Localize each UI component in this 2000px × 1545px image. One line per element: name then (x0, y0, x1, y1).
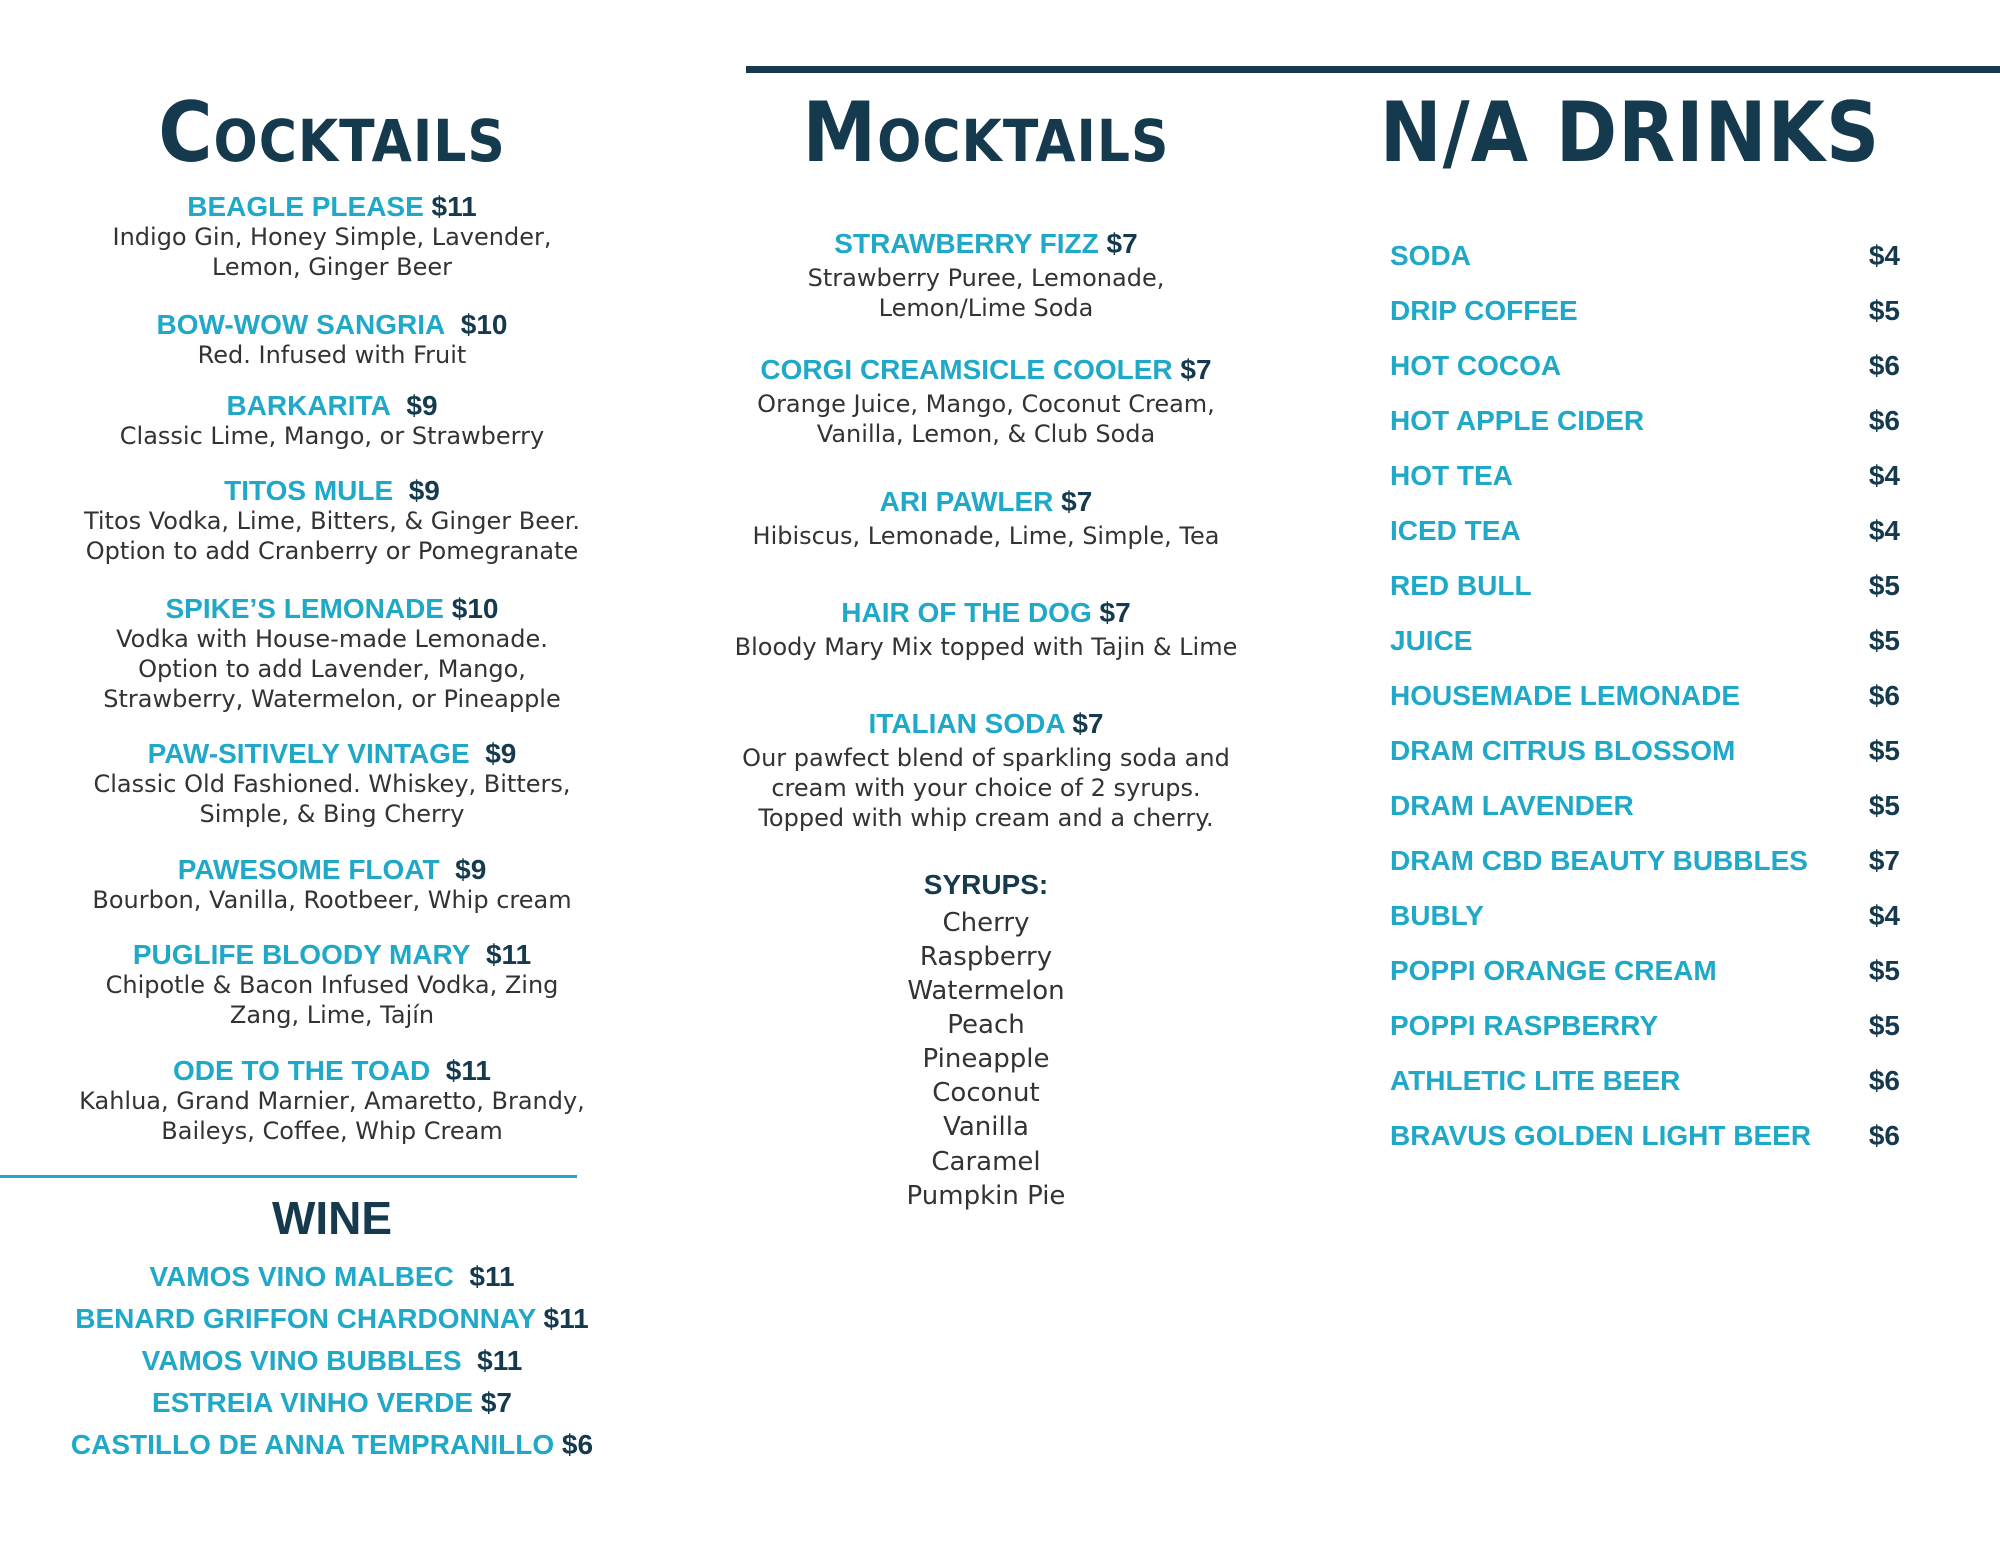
wine-item (0, 1304, 664, 1334)
syrup-item: Coconut (932, 1078, 1040, 1108)
item-desc: Our pawfect blend of sparkling soda and (742, 744, 1230, 772)
item-price: $4 (1868, 900, 1900, 931)
item-name: ESTREIA VINHO VERDE (152, 1387, 474, 1418)
item-name: SPIKE’S LEMONADE (165, 593, 444, 624)
item-price: $5 (1868, 570, 1900, 601)
wine-item (0, 1262, 664, 1292)
syrup-item: Cherry (942, 908, 1030, 938)
item-desc: Topped with whip cream and a cherry. (758, 804, 1214, 832)
item-desc: Red. Infused with Fruit (197, 341, 467, 369)
item-desc: Vanilla, Lemon, & Club Soda (816, 420, 1156, 448)
cocktail-item (0, 391, 664, 451)
na-drinks-heading: N/A DRINKS (1379, 84, 1881, 182)
item-name: BRAVUS GOLDEN LIGHT BEER (1390, 1120, 1812, 1151)
item-price: $7 (1868, 845, 1900, 876)
na-drink-row (1390, 1119, 1910, 1153)
cocktail-item (0, 192, 664, 282)
item-name: HOT TEA (1390, 460, 1513, 491)
item-price: $7 (480, 1387, 512, 1418)
cocktail-item (0, 739, 664, 829)
item-desc: Titos Vodka, Lime, Bitters, & Ginger Beer. (83, 507, 581, 535)
item-name: SODA (1390, 240, 1471, 271)
wine-heading: WINE (271, 1192, 393, 1244)
na-drink-row (1390, 844, 1910, 878)
item-price: $4 (1868, 515, 1900, 546)
item-name: PAWESOME FLOAT (177, 854, 440, 885)
item-desc: Chipotle & Bacon Infused Vodka, Zing (105, 971, 559, 999)
mocktail-item (686, 355, 1286, 449)
wine-item (0, 1388, 664, 1418)
item-desc: Hibiscus, Lemonade, Lime, Simple, Tea (752, 522, 1220, 550)
item-price: $7 (1099, 597, 1131, 628)
cocktail-item (0, 940, 664, 1030)
item-desc: Vodka with House-made Lemonade. (116, 625, 548, 653)
na-drink-row (1390, 1009, 1910, 1043)
item-name: VAMOS VINO MALBEC (149, 1261, 454, 1292)
item-name: STRAWBERRY FIZZ (834, 228, 1099, 259)
item-price: $7 (1180, 354, 1212, 385)
item-desc: Lemon/Lime Soda (878, 294, 1094, 322)
mocktail-item (686, 709, 1286, 833)
item-name: BEAGLE PLEASE (187, 191, 424, 222)
item-price: $11 (431, 191, 477, 222)
wine-item (0, 1346, 664, 1376)
syrup-item: Caramel (931, 1147, 1041, 1177)
item-name: TITOS MULE (224, 475, 394, 506)
item-price: $11 (543, 1303, 589, 1334)
syrup-item: Raspberry (919, 942, 1053, 972)
item-name: ATHLETIC LITE BEER (1390, 1065, 1681, 1096)
na-drink-row (1390, 734, 1910, 768)
item-desc: Simple, & Bing Cherry (199, 800, 465, 828)
item-price: $9 (485, 738, 517, 769)
item-name: HOUSEMADE LEMONADE (1390, 680, 1741, 711)
syrup-item: Peach (947, 1010, 1025, 1040)
mocktails-heading: Mocktails (802, 84, 1170, 182)
item-desc: Classic Lime, Mango, or Strawberry (119, 422, 545, 450)
item-desc: Baileys, Coffee, Whip Cream (161, 1117, 503, 1145)
wine-item (0, 1430, 664, 1460)
na-drink-row (1390, 294, 1910, 328)
item-desc: Strawberry, Watermelon, or Pineapple (103, 685, 561, 713)
item-desc: Indigo Gin, Honey Simple, Lavender, (112, 223, 552, 251)
item-price: $9 (455, 854, 487, 885)
mocktail-item (686, 487, 1286, 551)
na-drink-row (1390, 569, 1910, 603)
na-drink-row (1390, 624, 1910, 658)
item-name: DRAM CITRUS BLOSSOM (1390, 735, 1736, 766)
na-drink-row (1390, 514, 1910, 548)
na-drink-row (1390, 349, 1910, 383)
item-desc: Classic Old Fashioned. Whiskey, Bitters, (93, 770, 571, 798)
na-drink-row (1390, 899, 1910, 933)
item-name: BENARD GRIFFON CHARDONNAY (75, 1303, 536, 1334)
syrup-item: Watermelon (907, 976, 1065, 1006)
item-name: POPPI RASPBERRY (1390, 1010, 1659, 1041)
na-drink-row (1390, 459, 1910, 493)
item-price: $5 (1868, 295, 1900, 326)
item-name: PAW-SITIVELY VINTAGE (147, 738, 470, 769)
na-drink-row (1390, 239, 1910, 273)
top-divider-bar (746, 66, 2000, 73)
item-name: DRIP COFFEE (1390, 295, 1578, 326)
item-name: BOW-WOW SANGRIA (156, 309, 446, 340)
item-name: CORGI CREAMSICLE COOLER (760, 354, 1173, 385)
mocktail-item (686, 598, 1286, 662)
item-price: $5 (1868, 955, 1900, 986)
item-price: $7 (1072, 708, 1104, 739)
item-price: $4 (1868, 240, 1900, 271)
item-price: $11 (469, 1261, 515, 1292)
item-name: ARI PAWLER (879, 486, 1054, 517)
item-desc: Orange Juice, Mango, Coconut Cream, (757, 390, 1215, 418)
item-desc: Bloody Mary Mix topped with Tajin & Lime (734, 633, 1238, 661)
item-price: $6 (1868, 680, 1900, 711)
cocktail-item (0, 310, 664, 370)
item-price: $9 (408, 475, 440, 506)
item-price: $10 (460, 309, 508, 340)
item-name: HOT COCOA (1390, 350, 1562, 381)
item-price: $5 (1868, 790, 1900, 821)
item-price: $6 (1868, 1065, 1900, 1096)
item-price: $5 (1868, 735, 1900, 766)
item-price: $6 (1868, 350, 1900, 381)
item-name: HAIR OF THE DOG (841, 597, 1092, 628)
cocktails-heading: Cocktails (158, 84, 506, 182)
na-drink-row (1390, 954, 1910, 988)
item-name: CASTILLO DE ANNA TEMPRANILLO (70, 1429, 555, 1460)
item-price: $5 (1868, 1010, 1900, 1041)
item-name: RED BULL (1390, 570, 1532, 601)
syrups-heading: SYRUPS: (923, 869, 1049, 900)
item-price: $7 (1106, 228, 1138, 259)
cocktail-item (0, 855, 664, 915)
wine-divider (0, 1175, 577, 1178)
item-desc: Lemon, Ginger Beer (211, 253, 453, 281)
item-desc: cream with your choice of 2 syrups. (771, 774, 1201, 802)
item-desc: Option to add Cranberry or Pomegranate (85, 537, 579, 565)
item-name: PUGLIFE BLOODY MARY (132, 939, 471, 970)
item-price: $11 (445, 1055, 491, 1086)
item-desc: Zang, Lime, Tajín (229, 1001, 435, 1029)
item-name: ICED TEA (1390, 515, 1521, 546)
item-name: JUICE (1390, 625, 1473, 656)
item-name: BUBLY (1390, 900, 1484, 931)
item-name: ITALIAN SODA (868, 708, 1065, 739)
na-drink-row (1390, 679, 1910, 713)
na-drink-row (1390, 789, 1910, 823)
syrup-item: Pineapple (922, 1044, 1050, 1074)
item-name: BARKARITA (226, 390, 391, 421)
item-price: $6 (561, 1429, 594, 1460)
item-name: POPPI ORANGE CREAM (1390, 955, 1717, 986)
item-price: $7 (1061, 486, 1093, 517)
cocktail-item (0, 594, 664, 714)
cocktail-item (0, 1056, 664, 1146)
item-name: HOT APPLE CIDER (1390, 405, 1645, 436)
item-price: $4 (1868, 460, 1900, 491)
item-name: DRAM LAVENDER (1390, 790, 1634, 821)
item-price: $6 (1868, 1120, 1900, 1151)
item-name: VAMOS VINO BUBBLES (141, 1345, 462, 1376)
cocktail-item (0, 476, 664, 566)
item-desc: Bourbon, Vanilla, Rootbeer, Whip cream (92, 886, 572, 914)
na-drink-row (1390, 1064, 1910, 1098)
syrup-item: Pumpkin Pie (906, 1181, 1066, 1211)
item-desc: Option to add Lavender, Mango, (138, 655, 526, 683)
item-name: DRAM CBD BEAUTY BUBBLES (1390, 845, 1808, 876)
mocktail-item (686, 229, 1286, 323)
item-price: $11 (477, 1345, 523, 1376)
item-desc: Strawberry Puree, Lemonade, (807, 264, 1165, 292)
item-price: $9 (406, 390, 438, 421)
item-price: $6 (1868, 405, 1900, 436)
syrup-item: Vanilla (943, 1112, 1029, 1142)
item-name: ODE TO THE TOAD (173, 1055, 431, 1086)
item-price: $10 (451, 593, 499, 624)
item-price: $11 (485, 939, 532, 970)
item-price: $5 (1868, 625, 1900, 656)
na-drink-row (1390, 404, 1910, 438)
item-desc: Kahlua, Grand Marnier, Amaretto, Brandy, (79, 1087, 585, 1115)
